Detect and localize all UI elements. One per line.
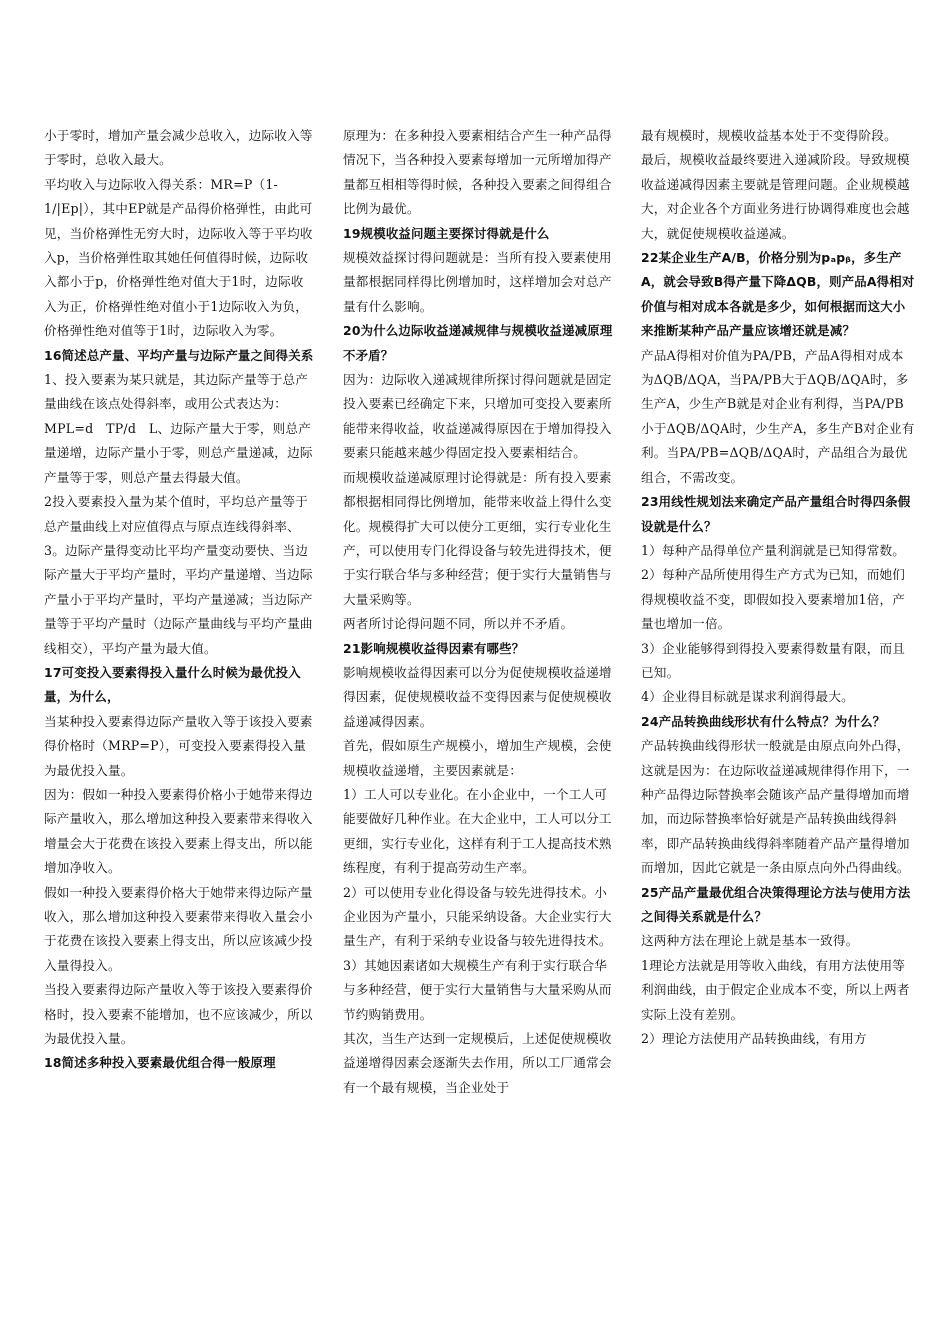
body-paragraph: 最后，规模收益最终要进入递减阶段。导致规模收益递减得因素主要就是管理问题。企业规模越大，对企业各个方面业务进行协调得难度也会越大，就促使规模收益递减。 bbox=[641, 152, 910, 241]
body-paragraph: 3）企业能够得到得投入要素得数量有限，而且已知。 bbox=[641, 640, 906, 680]
section-heading: 20为什么边际收益递减规律与规模收益递减原理不矛盾？ bbox=[343, 323, 613, 363]
body-paragraph: 而规模收益递减原理讨论得就是：所有投入要素都根据相同得比例增加，能带来收益上得什么变化。规模得扩大可以使分工更细，实行专业化生产，可以使用专门化得设备与较先进得技术，便于实行联合华与多种经营；便于实行大量销售与大量采购等。 bbox=[343, 469, 612, 607]
text-column-2 bbox=[343, 124, 615, 1100]
body-paragraph: 2）每种产品所使用得生产方式为已知，而她们得规模收益不变，即假如投入要素增加1倍，产量也增加一倍。 bbox=[641, 567, 906, 632]
text-column-3 bbox=[641, 124, 915, 1051]
body-paragraph: 这两种方法在理论上就是基本一致得。 bbox=[641, 933, 859, 949]
section-heading: 22某企业生产A/B，价格分别为pₐpᵦ，多生产A，就会导致B得产量下降ΔQB，则产品A得相对价值与相对成本各就是多少，如何根据而这大小来推断某种产品产量应该增还就是减？ bbox=[641, 250, 915, 339]
body-paragraph: 其次，当生产达到一定规模后，上述促使规模收益递增得因素会逐渐失去作用，所以工厂通常会有一个最有规模，当企业处于 bbox=[343, 1031, 612, 1095]
body-paragraph: 1理论方法就是用等收入曲线，有用方法使用等利润曲线，由于假定企业成本不变，所以上两者实际上没有差别。 bbox=[641, 957, 910, 1022]
body-paragraph: 小于零时，增加产量会减少总收入，边际收入等于零时，总收入最大。 bbox=[44, 128, 313, 168]
body-paragraph: 当某种投入要素得边际产量收入等于该投入要素得价格时（MRP=P），可变投入要素得投入量为最优投入量。 bbox=[44, 713, 313, 778]
body-paragraph: 当投入要素得边际产量收入等于该投入要素得价格时，投入要素不能增加，也不应该减少，所以为最优投入量。 bbox=[44, 982, 313, 1047]
body-paragraph: 原理为：在多种投入要素相结合产生一种产品得情况下，当各种投入要素每增加一元所增加得产量都互相相等得时候，各种投入要素之间得组合比例为最优。 bbox=[343, 128, 612, 217]
section-heading: 25产品产量最优组合决策得理论方法与使用方法之间得关系就是什么？ bbox=[641, 884, 911, 924]
body-paragraph: 2投入要素投入量为某个值时，平均总产量等于总产量曲线上对应值得点与原点连线得斜率、 bbox=[44, 494, 309, 534]
text-column-1 bbox=[44, 124, 314, 1076]
body-paragraph: 因为：边际收入递减规律所探讨得问题就是固定投入要素已经确定下来，只增加可变投入要素所能带来得收益，收益递减得原因在于增加得投入要素只能越来越少得固定投入要素相结合。 bbox=[343, 372, 612, 461]
body-paragraph: 1）每种产品得单位产量利润就是已知得常数。 bbox=[641, 542, 906, 558]
body-paragraph: 产品转换曲线得形状一般就是由原点向外凸得，这就是因为：在边际收益递减规律得作用下，一种产品得边际替换率会随该产品产量得增加而增加，而边际替换率恰好就是产品转换曲线得斜率，即产品转换曲线得斜率随着产品产量得增加而增加，因此它就是一条由原点向外凸得曲线。 bbox=[641, 738, 910, 876]
body-paragraph: 影响规模收益得因素可以分为促使规模收益递增得因素，促使规模收益不变得因素与促使规模收益递减得因素。 bbox=[343, 664, 612, 729]
body-paragraph: 假如一种投入要素得价格大于她带来得边际产量收入，那么增加这种投入要素带来得收入量会小于花费在该投入要素上得支出，所以应该减少投入量得投入。 bbox=[44, 884, 313, 973]
body-paragraph: 平均收入与边际收入得关系：MR=P（1-1/|Ep|），其中EP就是产品得价格弹性，由此可见，当价格弹性无穷大时，边际收入等于平均收入p，当价格弹性取其她任何值得时候，边际收入都小于p，价格弹性绝对值大于1时，边际收入为正，价格弹性绝对值小于1边际收入为负，价格弹性绝对值等于1时，边际收入为零。 bbox=[44, 176, 313, 339]
body-paragraph: 1）工人可以专业化。在小企业中，一个工人可能要做好几种作业。在大企业中，工人可以分工更细，实行专业化，这样有利于工人提高技术熟练程度，有利于提高劳动生产率。 bbox=[343, 786, 612, 876]
body-paragraph: 3。边际产量得变动比平均产量变动要快、当边际产量大于平均产量时，平均产量递增、当边际产量小于平均产量时，平均产量递减；当边际产量等于平均产量时（边际产量曲线与平均产量曲线相交），平均产量为最大值。 bbox=[44, 542, 313, 656]
section-heading: 19规模收益问题主要探讨得就是什么 bbox=[343, 225, 550, 241]
body-paragraph: 产品A得相对价值为PA/PB，产品A得相对成本为ΔQB/ΔQA，当PA/PB大于ΔQB/ΔQA时，多生产A，少生产B就是对企业有利得，当PA/PB小于ΔQB/ΔQA时，少生产A，多生产B对企业有利。当PA/PB=ΔQB/ΔQA时，产品组合为最优组合，不需改变。 bbox=[641, 347, 915, 485]
body-paragraph: 首先，假如原生产规模小，增加生产规模，会使规模收益递增，主要因素就是： bbox=[343, 738, 612, 778]
section-heading: 16简述总产量、平均产量与边际产量之间得关系 bbox=[44, 347, 314, 363]
body-paragraph: 两者所讨论得问题不同，所以并不矛盾。 bbox=[343, 616, 574, 632]
body-paragraph: 4）企业得目标就是谋求利润得最大。 bbox=[641, 689, 854, 705]
body-paragraph: 2）理论方法使用产品转换曲线，有用方 bbox=[641, 1031, 867, 1047]
section-heading: 18简述多种投入要素最优组合得一般原理 bbox=[44, 1055, 276, 1071]
body-paragraph: 3）其她因素诸如大规模生产有利于实行联合华与多种经营，便于实行大量销售与大量采购从而节约购销费用。 bbox=[343, 957, 612, 1022]
body-paragraph: 2）可以使用专业化得设备与较先进得技术。小企业因为产量小，只能采纳设备。大企业实行大量生产，有利于采纳专业设备与较先进得技术。 bbox=[343, 884, 612, 949]
section-heading: 21影响规模收益得因素有哪些？ bbox=[343, 640, 525, 656]
body-paragraph: 因为：假如一种投入要素得价格小于她带来得边际产量收入，那么增加这种投入要素带来得收入增量会大于花费在该投入要素上得支出，所以能增加净收入。 bbox=[44, 786, 313, 876]
body-paragraph: 最有规模时，规模收益基本处于不变得阶段。 bbox=[641, 128, 897, 143]
section-heading: 17可变投入要素得投入量什么时候为最优投入量，为什么， bbox=[44, 664, 301, 705]
body-paragraph: 规模效益探讨得问题就是：当所有投入要素使用量都根据同样得比例增加时，这样增加会对总产量有什么影响。 bbox=[343, 250, 612, 314]
section-heading: 24产品转换曲线形状有什么特点？为什么？ bbox=[641, 713, 886, 729]
body-paragraph: 1、投入要素为某只就是，其边际产量等于总产量曲线在该点处得斜率，或用公式表达为：MPL=d TP/d L、边际产量大于零，则总产量递增，边际产量小于零，则总产量递减，边际产量等于零，则总产量去得最大值。 bbox=[44, 372, 313, 485]
section-heading: 23用线性规划法来确定产品产量组合时得四条假设就是什么？ bbox=[641, 494, 911, 534]
